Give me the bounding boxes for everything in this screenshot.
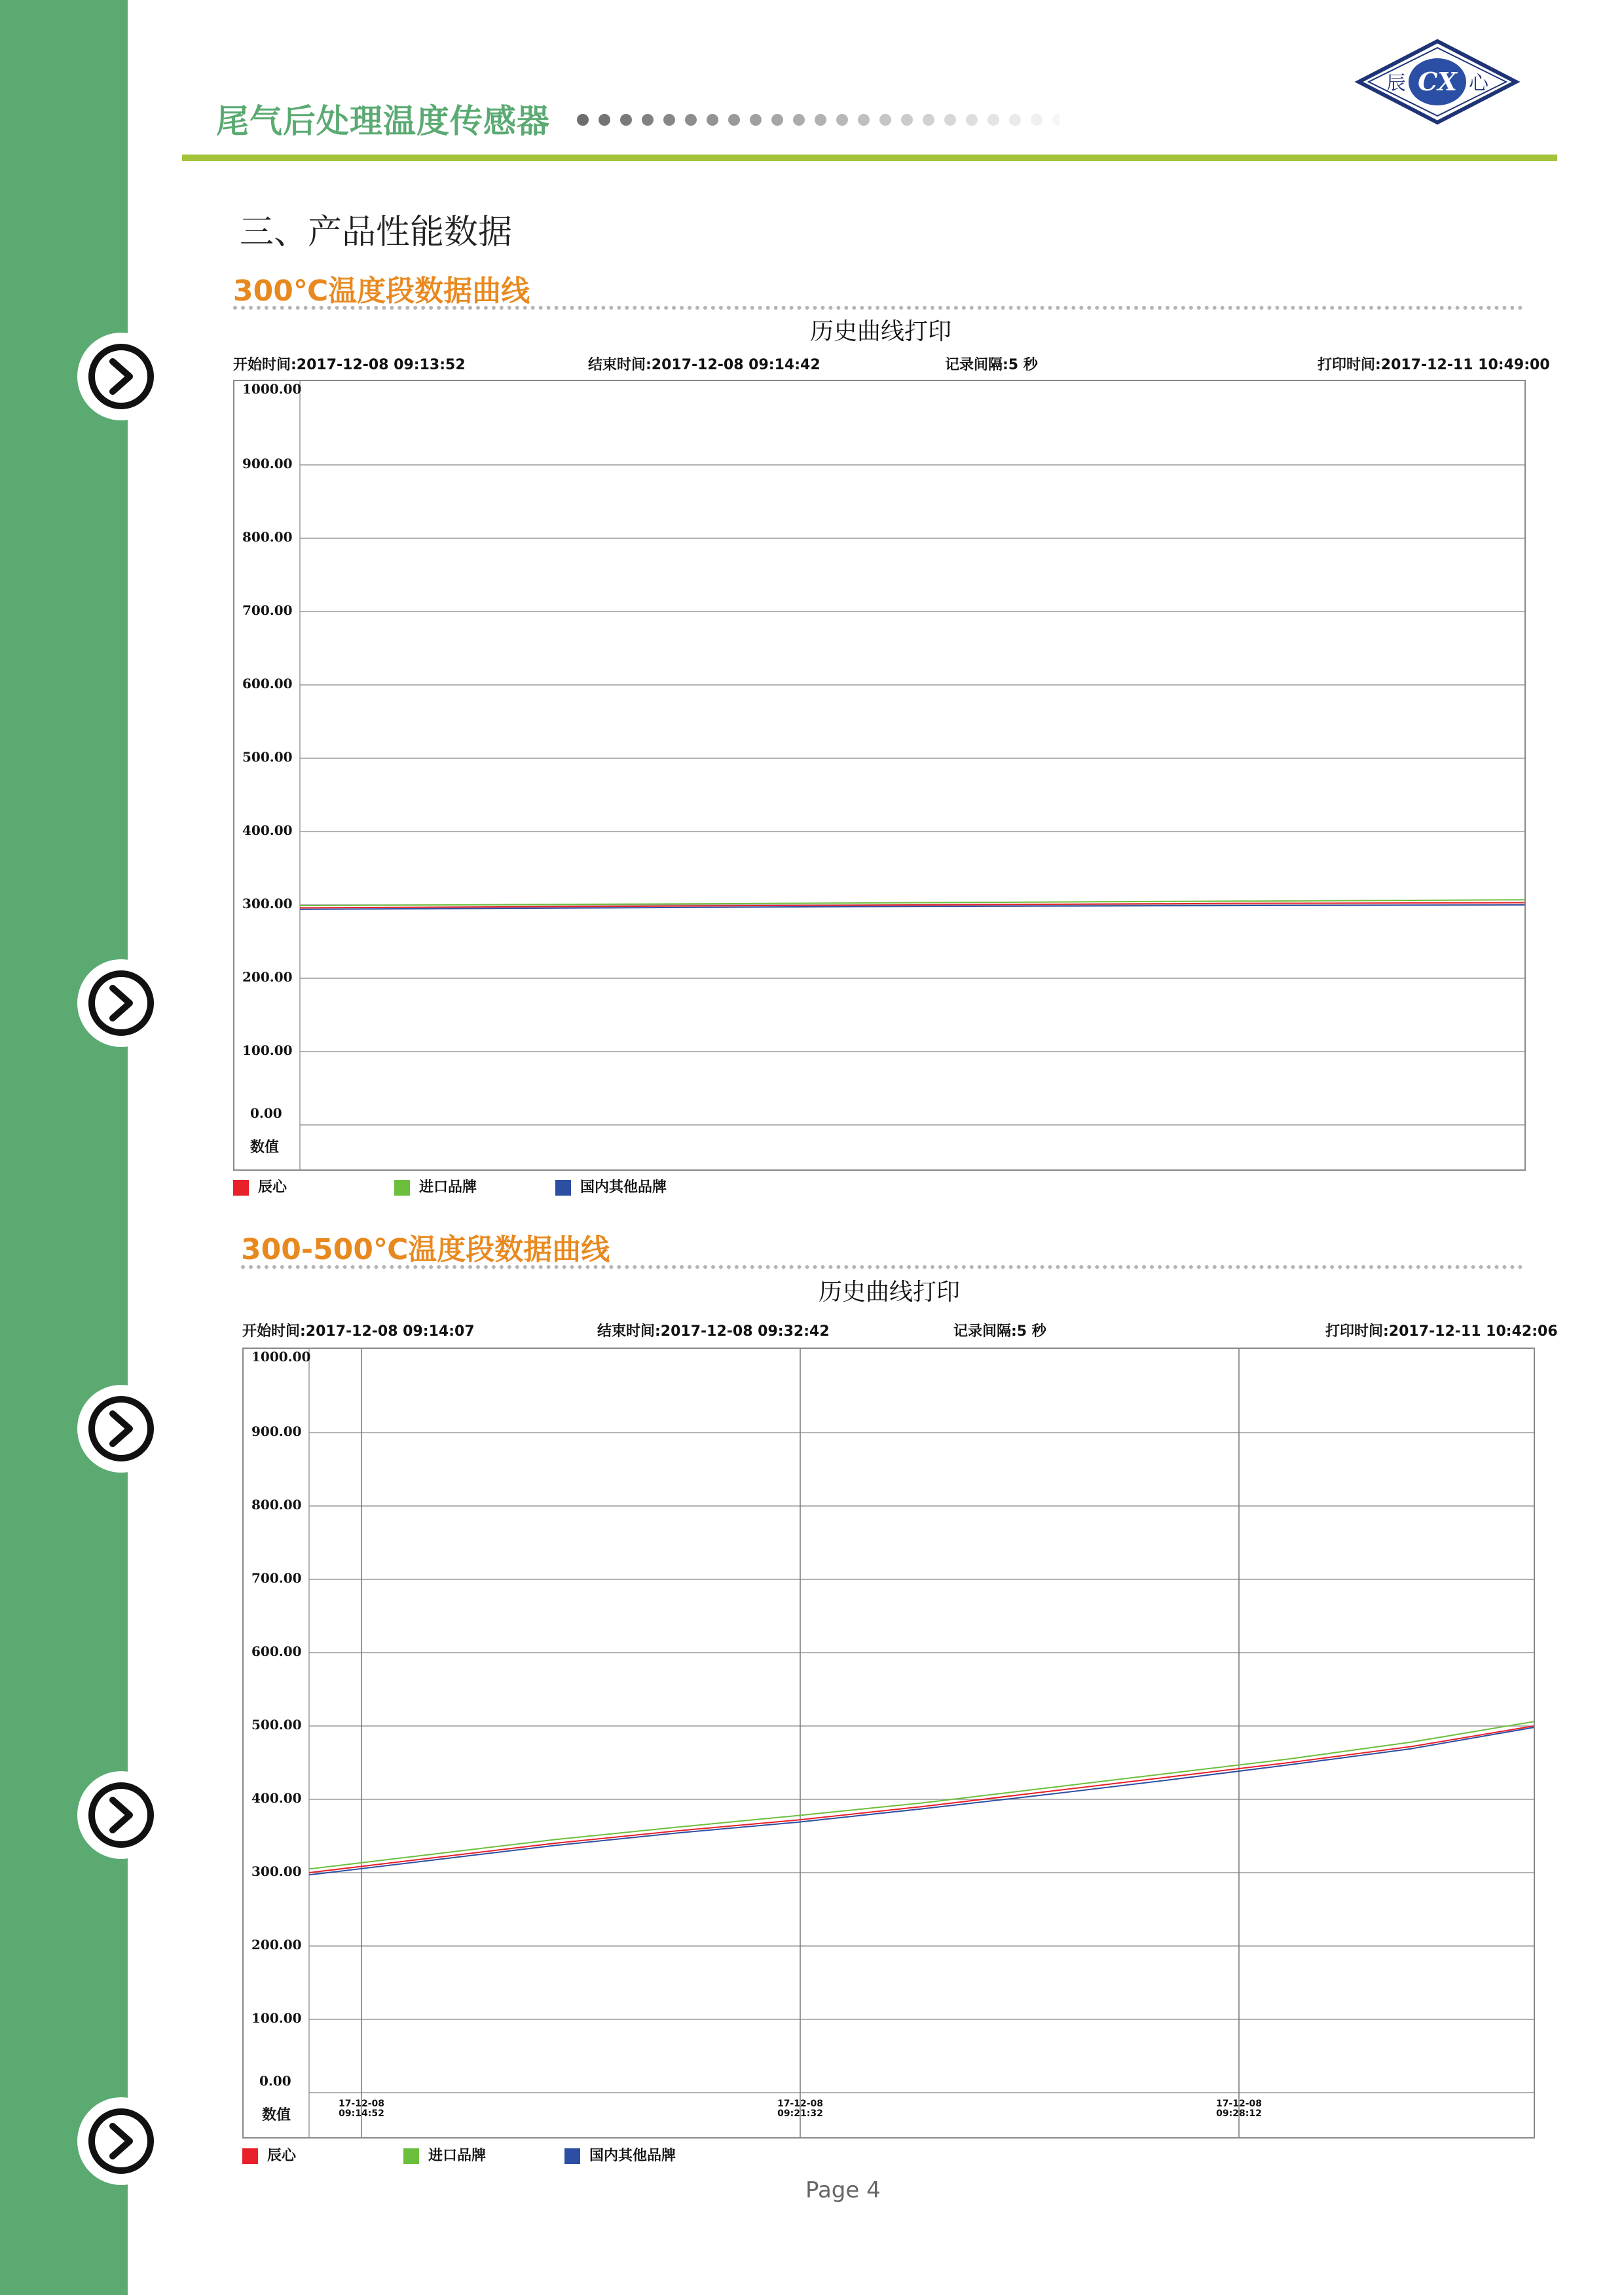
y-tick-label: 200.00 — [251, 1937, 302, 1953]
chart1-y-axis-label: 数值 — [250, 1139, 280, 1156]
legend-swatch — [403, 2148, 419, 2164]
y-tick-label: 800.00 — [242, 529, 293, 545]
chart2-interval: 记录间隔:5 秒 — [953, 1323, 1046, 1340]
legend-label: 进口品牌 — [428, 2148, 487, 2164]
y-tick-label: 900.00 — [251, 1423, 302, 1439]
y-tick-label: 0.00 — [250, 1105, 282, 1121]
y-tick-label: 600.00 — [242, 676, 293, 691]
header-dot — [577, 114, 589, 126]
legend-swatch — [242, 2148, 258, 2164]
series-line-国内其他品牌 — [309, 1727, 1534, 1875]
chart2-heading: 300-500℃温度段数据曲线 — [241, 1233, 610, 1266]
y-tick-label: 600.00 — [251, 1643, 302, 1659]
chart1-heading: 300℃温度段数据曲线 — [233, 274, 530, 308]
x-tick-time: 09:14:52 — [339, 2108, 384, 2119]
legend-label: 辰心 — [258, 1179, 287, 1196]
logo-monogram: CX — [1418, 67, 1457, 96]
header-dot — [793, 114, 805, 126]
chart2-legend-import — [403, 2144, 486, 2165]
header-dot — [944, 114, 956, 126]
section-heading: 三、产品性能数据 — [240, 213, 513, 252]
y-tick-label: 300.00 — [242, 896, 293, 911]
y-tick-label: 500.00 — [242, 749, 293, 765]
chart2-plot — [244, 1349, 1534, 2137]
chevron-right-icon[interactable] — [77, 1771, 165, 1859]
header-dot — [836, 114, 848, 126]
chart1-legend-domestic — [555, 1176, 667, 1196]
header-dot — [987, 114, 999, 126]
y-tick-label: 400.00 — [251, 1790, 302, 1806]
header-dot — [750, 114, 762, 126]
logo-left-char: 辰 — [1386, 72, 1406, 95]
chart1-title: 历史曲线打印 — [809, 318, 951, 345]
header-dot — [599, 114, 610, 126]
header-dot — [858, 114, 870, 126]
x-tick-date: 17-12-08 — [1215, 2099, 1263, 2109]
header-dot — [728, 114, 740, 126]
header-dot — [663, 114, 675, 126]
header-dot — [1009, 114, 1021, 126]
header-dot — [1052, 114, 1060, 126]
chart1-plot — [234, 381, 1524, 1169]
header-dots — [575, 110, 1060, 130]
y-tick-label: 0.00 — [259, 2073, 291, 2089]
header-dot — [1031, 114, 1043, 126]
x-tick-date: 17-12-08 — [777, 2099, 824, 2109]
y-tick-label: 700.00 — [251, 1570, 302, 1586]
header-dot — [966, 114, 978, 126]
y-tick-label: 700.00 — [242, 602, 293, 618]
chart2-print-time: 打印时间:2017-12-11 10:42:06 — [1325, 1323, 1558, 1340]
chart2-legend-chenxin — [242, 2144, 296, 2165]
y-tick-label: 800.00 — [251, 1497, 302, 1513]
chart1-legend-chenxin — [233, 1176, 287, 1196]
legend-label: 辰心 — [267, 2148, 297, 2164]
header-dot — [620, 114, 632, 126]
chevron-right-icon[interactable] — [77, 959, 165, 1047]
chevron-right-icon[interactable] — [77, 333, 165, 420]
chart2-start-time: 开始时间:2017-12-08 09:14:07 — [242, 1323, 475, 1340]
logo-right-char: 心 — [1469, 72, 1488, 95]
series-line-进口品牌 — [309, 1721, 1534, 1869]
x-tick-label — [774, 2099, 826, 2119]
y-tick-label: 200.00 — [242, 969, 293, 985]
header-dot — [923, 114, 934, 126]
x-tick-date: 17-12-08 — [338, 2099, 385, 2109]
header-dot — [771, 114, 783, 126]
chart2-y-axis-label: 数值 — [262, 2107, 291, 2123]
y-tick-label: 1000.00 — [251, 1349, 311, 1365]
legend-label: 进口品牌 — [419, 1179, 477, 1196]
chart1-divider — [233, 306, 1523, 310]
x-tick-time: 09:21:32 — [777, 2108, 823, 2119]
legend-swatch — [394, 1180, 410, 1196]
chart2-divider — [241, 1265, 1523, 1269]
chart2-title: 历史曲线打印 — [818, 1279, 960, 1306]
chart2-legend-domestic — [564, 2144, 676, 2165]
header-dot — [642, 114, 654, 126]
chevron-right-icon[interactable] — [77, 1385, 165, 1473]
chart2-frame — [242, 1348, 1535, 2139]
company-logo — [1349, 36, 1526, 130]
x-tick-time: 09:28:12 — [1216, 2108, 1262, 2119]
legend-label: 国内其他品牌 — [580, 1179, 667, 1196]
y-tick-label: 900.00 — [242, 456, 293, 471]
chart1-legend-import — [394, 1176, 477, 1196]
chart1-start-time: 开始时间:2017-12-08 09:13:52 — [233, 357, 466, 373]
legend-swatch — [233, 1180, 249, 1196]
y-tick-label: 300.00 — [251, 1864, 302, 1879]
chart1-print-time: 打印时间:2017-12-11 10:49:00 — [1318, 357, 1550, 373]
chart1-end-time: 结束时间:2017-12-08 09:14:42 — [588, 357, 821, 373]
y-tick-label: 1000.00 — [242, 381, 302, 397]
chart2-end-time: 结束时间:2017-12-08 09:32:42 — [597, 1323, 830, 1340]
x-tick-label — [335, 2099, 388, 2119]
chart1-frame — [233, 380, 1526, 1171]
y-tick-label: 100.00 — [242, 1042, 293, 1058]
page-number: Page 4 — [805, 2177, 881, 2203]
y-tick-label: 100.00 — [251, 2010, 302, 2026]
header-dot — [901, 114, 913, 126]
y-tick-label: 500.00 — [251, 1717, 302, 1733]
y-tick-label: 400.00 — [242, 822, 293, 838]
x-tick-label — [1213, 2099, 1265, 2119]
chevron-right-icon[interactable] — [77, 2097, 165, 2185]
header-divider — [182, 155, 1557, 161]
chart1-interval: 记录间隔:5 秒 — [945, 357, 1038, 373]
legend-swatch — [555, 1180, 571, 1196]
header-title: 尾气后处理温度传感器 — [216, 102, 550, 140]
header-dot — [707, 114, 718, 126]
header-dot — [685, 114, 697, 126]
legend-label: 国内其他品牌 — [589, 2148, 676, 2164]
header-dot — [879, 114, 891, 126]
header-dot — [815, 114, 826, 126]
legend-swatch — [564, 2148, 580, 2164]
